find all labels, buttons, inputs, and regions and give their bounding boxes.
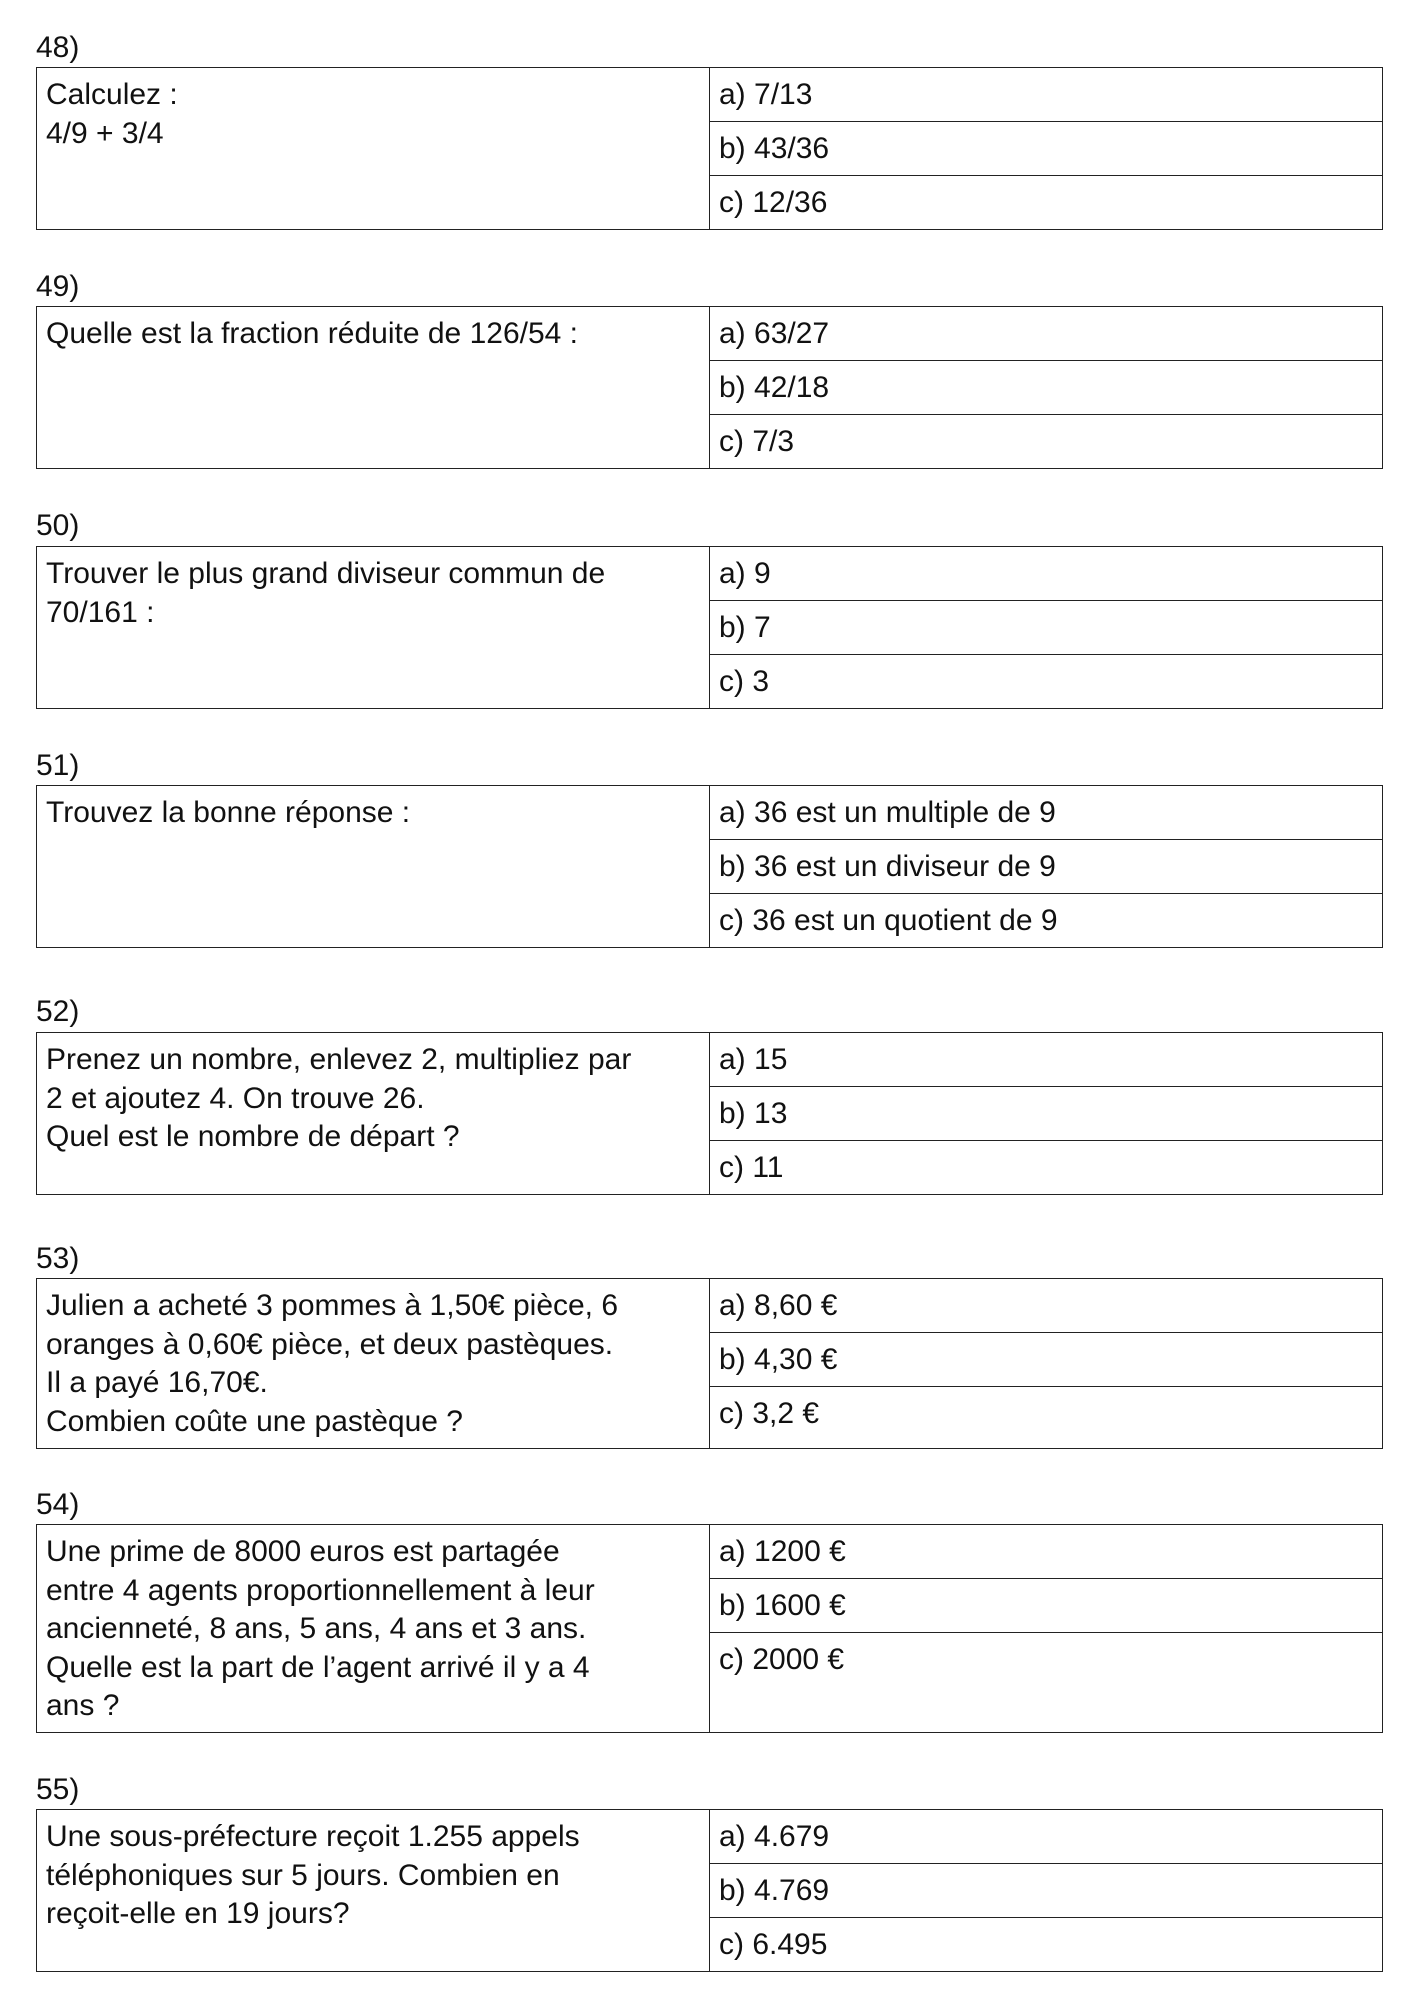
answer-column [710,68,1382,229]
answer-option-b: b) 1600 € [710,1579,1382,1633]
answer-option-a: a) 15 [710,1033,1382,1087]
answer-option-a: a) 7/13 [710,68,1382,122]
question-table [36,67,1383,230]
question-number: 51) [36,749,80,782]
answer-option-c: c) 36 est un quotient de 9 [719,904,1058,937]
answer-option-a: a) 4.679 [710,1810,1382,1864]
question-text: Trouver le plus grand diviseur commun de 70/161 : [37,547,710,708]
answer-option-c: c) 2000 € [719,1643,845,1676]
question-table [36,306,1383,469]
answer-column [710,307,1382,468]
answer-column [710,1279,1382,1448]
answer-option-a: a) 8,60 € [710,1279,1382,1333]
answer-option-c: c) 3 [719,665,770,698]
question-table [36,546,1383,709]
question-table [36,1524,1383,1733]
answer-option-b: b) 36 est un diviseur de 9 [710,840,1382,894]
question-table [36,785,1383,948]
question-table [36,1032,1383,1195]
question-number: 54) [36,1488,80,1521]
answer-option-c: c) 3,2 € [719,1397,820,1430]
question-text: Une prime de 8000 euros est partagée entre 4 agents proportionnellement à leur ancienneté, 8 ans, 5 ans, 4 ans et 3 ans. Quelle est la part de l’agent arrivé il y a 4 ans ? [37,1525,710,1732]
answer-option-b: b) 42/18 [710,361,1382,415]
answer-option-c: c) 11 [719,1151,784,1184]
question-number: 52) [36,995,80,1028]
answer-option-b: b) 43/36 [710,122,1382,176]
answer-option-a: a) 36 est un multiple de 9 [710,786,1382,840]
answer-option-b: b) 4.769 [710,1864,1382,1918]
answer-option-a: a) 63/27 [710,307,1382,361]
answer-column [710,1810,1382,1971]
question-number: 48) [36,31,80,64]
question-table [36,1278,1383,1449]
question-number: 50) [36,509,80,542]
answer-option-b: b) 7 [710,601,1382,655]
question-text: Julien a acheté 3 pommes à 1,50€ pièce, 6 oranges à 0,60€ pièce, et deux pastèques. Il a payé 16,70€. Combien coûte une pastèque ? [37,1279,710,1448]
question-table [36,1809,1383,1972]
question-number: 49) [36,270,80,303]
question-text: Prenez un nombre, enlevez 2, multipliez par 2 et ajoutez 4. On trouve 26. Quel est le nombre de départ ? [37,1033,710,1194]
answer-option-c: c) 6.495 [719,1928,828,1961]
answer-option-b: b) 4,30 € [710,1333,1382,1387]
answer-option-a: a) 1200 € [710,1525,1382,1579]
question-text: Trouvez la bonne réponse : [37,786,710,947]
answer-column [710,786,1382,947]
question-text: Une sous-préfecture reçoit 1.255 appels téléphoniques sur 5 jours. Combien en reçoit-elle en 19 jours? [37,1810,710,1971]
answer-column [710,1525,1382,1732]
answer-option-b: b) 13 [710,1087,1382,1141]
question-text: Calculez : 4/9 + 3/4 [37,68,710,229]
answer-column [710,547,1382,708]
answer-option-c: c) 12/36 [719,186,828,219]
answer-option-a: a) 9 [710,547,1382,601]
answer-option-c: c) 7/3 [719,425,795,458]
answer-column [710,1033,1382,1194]
question-text: Quelle est la fraction réduite de 126/54 : [37,307,710,468]
question-number: 55) [36,1773,80,1806]
question-number: 53) [36,1242,80,1275]
